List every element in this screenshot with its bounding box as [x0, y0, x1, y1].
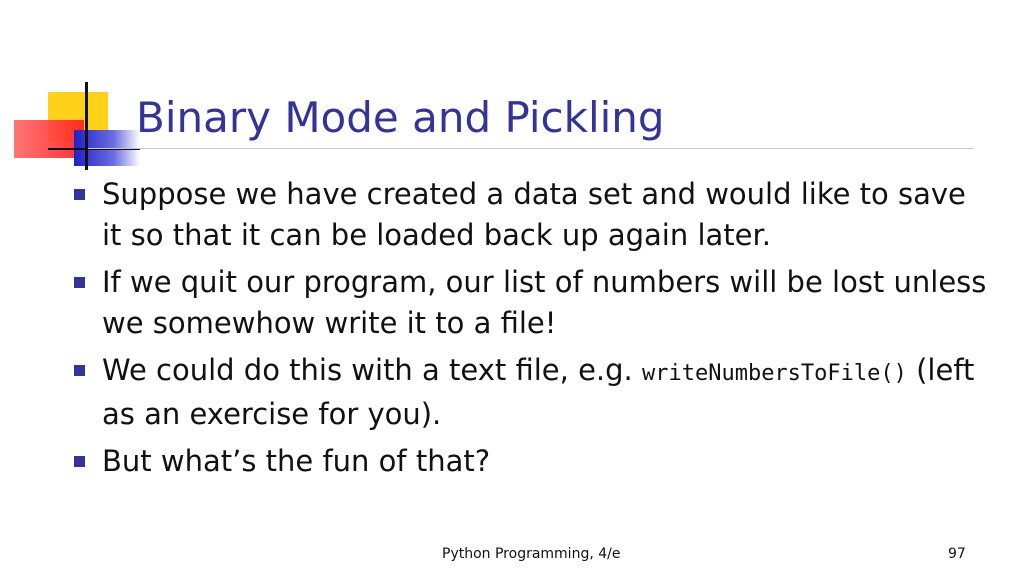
bullet-item [72, 262, 992, 344]
square-bullet-icon [74, 365, 85, 376]
inline-code: writeNumbersToFile() [641, 361, 907, 386]
bullet-text-continued: (left as an exercise for you). [102, 353, 975, 431]
bullet-list [72, 174, 992, 488]
square-bullet-icon [74, 189, 85, 200]
bullet-text: We could do this with a text file, e.g. [102, 353, 642, 387]
bullet-item [72, 441, 992, 482]
bullet-text: But what’s the fun of that? [102, 444, 491, 478]
vertical-line-decoration [85, 82, 88, 170]
square-bullet-icon [74, 456, 85, 467]
page-number: 97 [948, 546, 966, 562]
slide-footer: Python Programming, 4/e [442, 546, 621, 562]
bullet-text: If we quit our program, our list of numbers will be lost unless we somewhow write it to a file! [102, 265, 987, 340]
square-bullet-icon [74, 277, 85, 288]
bullet-item [72, 350, 992, 435]
slide-title: Binary Mode and Pickling [136, 93, 665, 142]
bullet-text: Suppose we have created a data set and would like to save it so that it can be loaded back up again later. [102, 177, 966, 252]
title-underline [88, 148, 974, 149]
bullet-item [72, 174, 992, 256]
